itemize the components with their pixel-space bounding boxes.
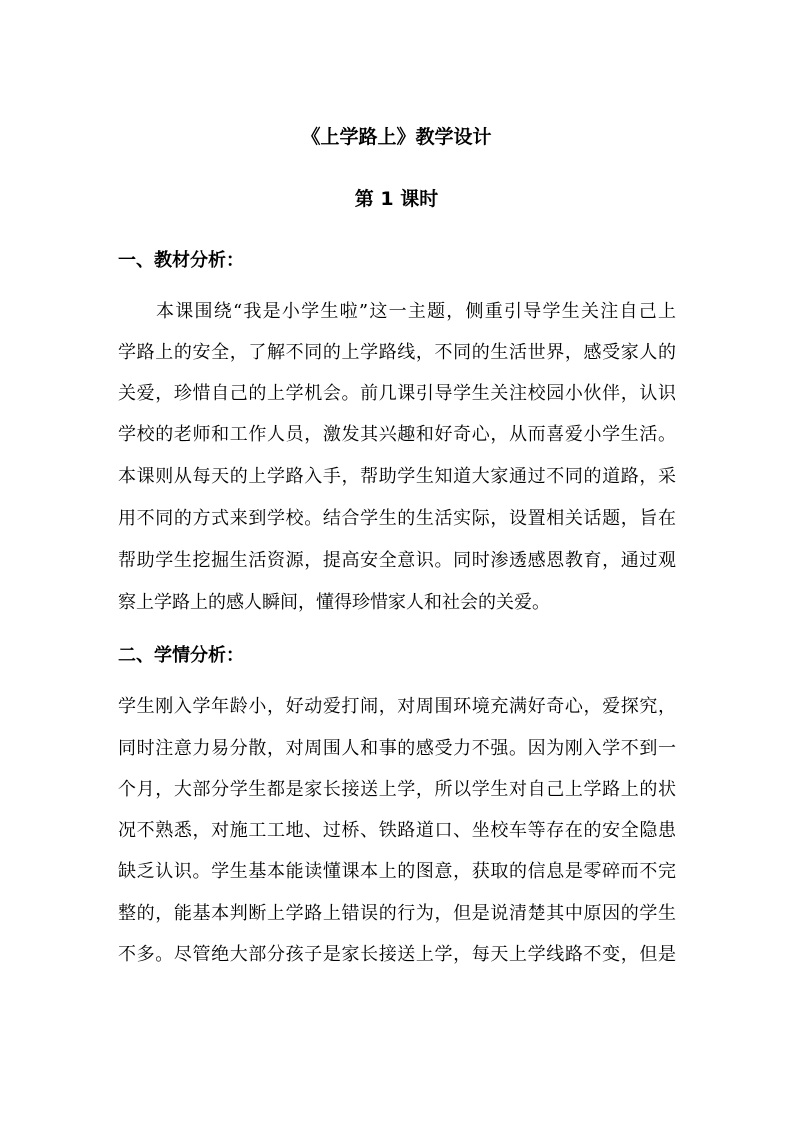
paragraph-line: 本课围绕“我是小学生啦”这一主题，侧重引导学生关注自己上 xyxy=(156,301,676,322)
paragraph-line: 个月，大部分学生都是家长接送上学，所以学生对自己上学路上的状 xyxy=(118,779,676,800)
paragraph-line: 不多。尽管绝大部分孩子是家长接送上学，每天上学线路不变，但是 xyxy=(118,944,676,965)
paragraph-line: 同时注意力易分散，对周围人和事的感受力不强。因为刚入学不到一 xyxy=(118,738,676,759)
paragraph-line: 况不熟悉，对施工工地、过桥、铁路道口、坐校车等存在的安全隐患 xyxy=(118,820,676,841)
section-heading-textbook-analysis: 一、教材分析： xyxy=(118,250,244,271)
paragraph-line: 用不同的方式来到学校。结合学生的生活实际，设置相关话题，旨在 xyxy=(118,508,676,529)
lesson-subtitle: 第 1 课时 xyxy=(354,188,439,210)
paragraph-line: 缺乏认识。学生基本能读懂课本上的图意，获取的信息是零碎而不完 xyxy=(118,861,676,882)
paragraph-line: 学路上的安全，了解不同的上学路线，不同的生活世界，感受家人的 xyxy=(118,342,676,363)
paragraph-line: 学生刚入学年龄小，好动爱打闹，对周围环境充满好奇心，爱探究， xyxy=(118,696,676,717)
paragraph-line: 本课则从每天的上学路入手，帮助学生知道大家通过不同的道路，采 xyxy=(118,466,676,487)
paragraph-line: 帮助学生挖掘生活资源，提高安全意识。同时渗透感恩教育，通过观 xyxy=(118,550,676,571)
section-heading-student-analysis: 二、学情分析： xyxy=(118,645,244,666)
paragraph-line: 整的，能基本判断上学路上错误的行为，但是说清楚其中原因的学生 xyxy=(118,903,676,924)
paragraph-line: 察上学路上的感人瞬间，懂得珍惜家人和社会的关爱。 xyxy=(118,592,550,613)
paragraph-line: 关爱，珍惜自己的上学机会。前几课引导学生关注校园小伙伴，认识 xyxy=(118,383,676,404)
paragraph-line: 学校的老师和工作人员，激发其兴趣和好奇心，从而喜爱小学生活。 xyxy=(118,424,676,445)
document-title: 《上学路上》教学设计 xyxy=(301,126,492,148)
